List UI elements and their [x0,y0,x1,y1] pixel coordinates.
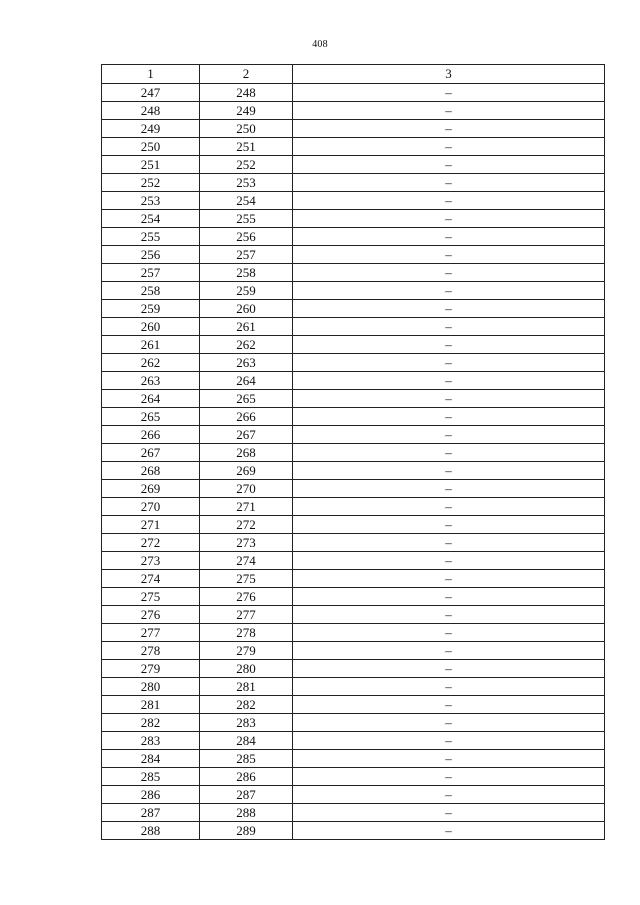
table-cell-col-1: 276 [102,606,200,624]
table-cell-col-1: 278 [102,642,200,660]
table-row [102,192,605,210]
table-cell-col-3: – [293,408,605,426]
table-cell-col-1: 265 [102,408,200,426]
table-cell-col-2: 249 [200,102,293,120]
table-cell-col-1: 288 [102,822,200,840]
table-cell-col-2: 263 [200,354,293,372]
table-cell-col-1: 284 [102,750,200,768]
table-row [102,624,605,642]
table-cell-col-2: 253 [200,174,293,192]
table-cell-col-3: – [293,372,605,390]
table-cell-col-2: 248 [200,84,293,102]
table-cell-col-2: 282 [200,696,293,714]
column-header-1: 1 [102,65,200,84]
column-header-2: 2 [200,65,293,84]
table-cell-col-3: – [293,444,605,462]
table-cell-col-2: 255 [200,210,293,228]
table-cell-col-3: – [293,318,605,336]
table-body [102,84,605,840]
table-cell-col-3: – [293,552,605,570]
table-cell-col-3: – [293,678,605,696]
table-row [102,786,605,804]
table-cell-col-1: 268 [102,462,200,480]
table-cell-col-3: – [293,264,605,282]
table-cell-col-1: 260 [102,318,200,336]
table-cell-col-3: – [293,768,605,786]
table-cell-col-1: 259 [102,300,200,318]
table-row [102,732,605,750]
table-cell-col-2: 272 [200,516,293,534]
table-cell-col-3: – [293,642,605,660]
table-cell-col-1: 253 [102,192,200,210]
table-cell-col-3: – [293,516,605,534]
table-cell-col-3: – [293,120,605,138]
table-cell-col-1: 263 [102,372,200,390]
table-cell-col-1: 271 [102,516,200,534]
table-cell-col-2: 261 [200,318,293,336]
table-cell-col-1: 283 [102,732,200,750]
table-cell-col-1: 255 [102,228,200,246]
table-row [102,84,605,102]
table-cell-col-2: 266 [200,408,293,426]
table-cell-col-3: – [293,282,605,300]
column-header-3: 3 [293,65,605,84]
table-cell-col-2: 259 [200,282,293,300]
table-cell-col-2: 288 [200,804,293,822]
table-row [102,678,605,696]
table-cell-col-3: – [293,174,605,192]
table-cell-col-3: – [293,822,605,840]
table-cell-col-1: 257 [102,264,200,282]
table-row [102,408,605,426]
table-cell-col-2: 274 [200,552,293,570]
table-cell-col-1: 250 [102,138,200,156]
table-row [102,714,605,732]
table-cell-col-3: – [293,102,605,120]
table-cell-col-1: 277 [102,624,200,642]
table-cell-col-3: – [293,138,605,156]
table-cell-col-2: 276 [200,588,293,606]
table-cell-col-2: 251 [200,138,293,156]
table-row [102,570,605,588]
table-cell-col-1: 282 [102,714,200,732]
table-cell-col-3: – [293,84,605,102]
table-row [102,480,605,498]
table-cell-col-2: 275 [200,570,293,588]
table-row [102,390,605,408]
table-cell-col-2: 260 [200,300,293,318]
table-cell-col-3: – [293,462,605,480]
table-row [102,552,605,570]
table-row [102,444,605,462]
table-cell-col-3: – [293,606,605,624]
table-cell-col-1: 266 [102,426,200,444]
table-cell-col-2: 262 [200,336,293,354]
table-row [102,606,605,624]
table-cell-col-1: 281 [102,696,200,714]
table-cell-col-2: 264 [200,372,293,390]
table-cell-col-3: – [293,804,605,822]
table-cell-col-3: – [293,534,605,552]
table-row [102,660,605,678]
table-cell-col-1: 261 [102,336,200,354]
table-row [102,138,605,156]
table-cell-col-3: – [293,624,605,642]
table-row [102,354,605,372]
table-cell-col-3: – [293,156,605,174]
table-cell-col-3: – [293,696,605,714]
table-cell-col-2: 281 [200,678,293,696]
table-cell-col-1: 269 [102,480,200,498]
table-cell-col-2: 279 [200,642,293,660]
table-cell-col-1: 267 [102,444,200,462]
table-cell-col-1: 287 [102,804,200,822]
table-cell-col-1: 274 [102,570,200,588]
table-cell-col-2: 269 [200,462,293,480]
table-cell-col-3: – [293,786,605,804]
table-cell-col-3: – [293,426,605,444]
table-cell-col-1: 285 [102,768,200,786]
table-cell-col-2: 265 [200,390,293,408]
table-row [102,822,605,840]
table-row [102,534,605,552]
table-cell-col-1: 275 [102,588,200,606]
table-row [102,750,605,768]
table-cell-col-3: – [293,750,605,768]
table-row [102,588,605,606]
table-row [102,282,605,300]
table-cell-col-2: 289 [200,822,293,840]
table-cell-col-3: – [293,498,605,516]
table-cell-col-2: 252 [200,156,293,174]
table-cell-col-2: 257 [200,246,293,264]
table-cell-col-3: – [293,300,605,318]
data-table [101,64,605,840]
table-row [102,246,605,264]
page-number: 408 [312,39,328,50]
table-row [102,156,605,174]
table-cell-col-3: – [293,210,605,228]
table-row [102,210,605,228]
table-row [102,174,605,192]
table-cell-col-3: – [293,192,605,210]
table-cell-col-1: 280 [102,678,200,696]
table-cell-col-1: 254 [102,210,200,228]
table-cell-col-1: 273 [102,552,200,570]
table-row [102,768,605,786]
table-cell-col-3: – [293,588,605,606]
table-header-row [102,65,605,84]
table-row [102,462,605,480]
table-cell-col-2: 284 [200,732,293,750]
table-row [102,228,605,246]
table-row [102,642,605,660]
table-cell-col-1: 270 [102,498,200,516]
table-cell-col-2: 273 [200,534,293,552]
table-cell-col-2: 286 [200,768,293,786]
table-cell-col-2: 277 [200,606,293,624]
table-cell-col-2: 270 [200,480,293,498]
table-row [102,426,605,444]
table-cell-col-3: – [293,480,605,498]
table-cell-col-2: 287 [200,786,293,804]
table-cell-col-3: – [293,714,605,732]
table-row [102,372,605,390]
table-row [102,804,605,822]
table-row [102,336,605,354]
table-cell-col-2: 254 [200,192,293,210]
table-row [102,318,605,336]
table-cell-col-2: 258 [200,264,293,282]
table-cell-col-1: 258 [102,282,200,300]
table-cell-col-1: 286 [102,786,200,804]
table-cell-col-2: 278 [200,624,293,642]
table-cell-col-2: 283 [200,714,293,732]
table-cell-col-2: 268 [200,444,293,462]
table-cell-col-2: 280 [200,660,293,678]
table-row [102,498,605,516]
table-row [102,120,605,138]
table-cell-col-3: – [293,570,605,588]
table-cell-col-3: – [293,354,605,372]
table-cell-col-2: 285 [200,750,293,768]
table-cell-col-1: 251 [102,156,200,174]
table-cell-col-3: – [293,246,605,264]
table-row [102,300,605,318]
table-cell-col-1: 262 [102,354,200,372]
table-cell-col-3: – [293,390,605,408]
table-cell-col-2: 256 [200,228,293,246]
table-cell-col-3: – [293,228,605,246]
table-cell-col-1: 272 [102,534,200,552]
table-cell-col-3: – [293,336,605,354]
table-cell-col-3: – [293,660,605,678]
table-row [102,264,605,282]
table-row [102,102,605,120]
table-cell-col-2: 271 [200,498,293,516]
table-cell-col-1: 256 [102,246,200,264]
table-cell-col-1: 252 [102,174,200,192]
table-cell-col-1: 264 [102,390,200,408]
table-cell-col-1: 248 [102,102,200,120]
table-row [102,516,605,534]
table-cell-col-1: 279 [102,660,200,678]
table-cell-col-2: 267 [200,426,293,444]
table-cell-col-3: – [293,732,605,750]
table-cell-col-1: 247 [102,84,200,102]
table-cell-col-2: 250 [200,120,293,138]
table-cell-col-1: 249 [102,120,200,138]
table-row [102,696,605,714]
